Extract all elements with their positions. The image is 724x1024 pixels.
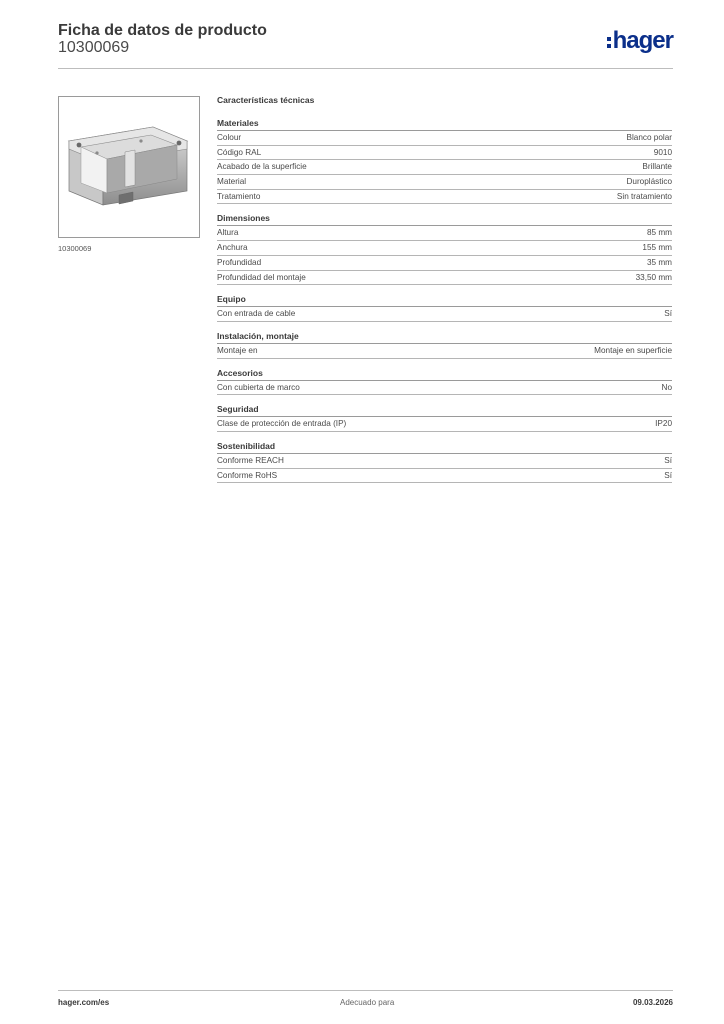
spec-row <box>217 417 672 432</box>
section-title: Instalación, montaje <box>217 331 672 344</box>
spec-label: Clase de protección de entrada (IP) <box>217 419 347 429</box>
section-seguridad <box>217 404 672 432</box>
surface-mount-double-frame-image <box>59 97 199 237</box>
spec-row <box>217 469 672 484</box>
footer-divider <box>58 990 673 991</box>
spec-value: Sí <box>664 455 672 465</box>
hager-logo <box>607 26 673 56</box>
spec-value: 33,50 mm <box>635 272 672 282</box>
header-divider <box>58 68 673 69</box>
spec-label: Montaje en <box>217 345 258 355</box>
spec-value: Brillante <box>642 162 672 172</box>
spec-value: IP20 <box>655 419 672 429</box>
section-title: Dimensiones <box>217 213 672 226</box>
spec-row <box>217 226 672 241</box>
product-code: 10300069 <box>58 39 130 56</box>
section-sostenibilidad <box>217 441 672 483</box>
logo-text: hager <box>612 27 673 54</box>
footer-date: 09.03.2026 <box>632 998 673 1007</box>
spec-row <box>217 256 672 271</box>
section-equipo <box>217 294 672 322</box>
spec-row <box>217 241 672 256</box>
spec-label: Anchura <box>217 243 248 253</box>
technical-specs <box>217 95 672 492</box>
spec-label: Con entrada de cable <box>217 309 296 319</box>
specs-title: Características técnicas <box>217 95 315 105</box>
spec-label: Conforme REACH <box>217 455 284 465</box>
spec-label: Tratamiento <box>217 191 261 201</box>
page-footer <box>58 998 673 1010</box>
spec-label: Acabado de la superficie <box>217 162 307 172</box>
spec-label: Material <box>217 177 247 187</box>
section-title: Seguridad <box>217 404 672 417</box>
product-image <box>58 96 200 238</box>
spec-label: Profundidad <box>217 257 262 267</box>
spec-row <box>217 175 672 190</box>
spec-value: Duroplástico <box>626 177 672 187</box>
section-dimensiones <box>217 213 672 285</box>
section-materiales <box>217 118 672 204</box>
spec-value: 155 mm <box>642 243 672 253</box>
image-caption: 10300069 <box>58 244 92 253</box>
spec-value: 35 mm <box>646 257 672 267</box>
spec-value: Sí <box>664 309 672 319</box>
footer-website-link[interactable]: hager.com/es <box>58 998 110 1007</box>
page-header <box>58 20 673 68</box>
spec-value: Sí <box>664 470 672 480</box>
logo-dots-icon <box>607 37 611 48</box>
spec-value: 9010 <box>653 147 672 157</box>
spec-row <box>217 146 672 161</box>
spec-value: Blanco polar <box>626 133 672 142</box>
spec-value: Montaje en superficie <box>594 345 672 355</box>
spec-row <box>217 160 672 175</box>
spec-label: Altura <box>217 228 239 238</box>
section-accesorios <box>217 368 672 396</box>
spec-label: Colour <box>217 133 242 142</box>
spec-value: No <box>661 382 672 392</box>
spec-row <box>217 344 672 359</box>
section-title: Materiales <box>217 118 672 131</box>
section-title: Equipo <box>217 294 672 307</box>
spec-value: 85 mm <box>646 228 672 238</box>
spec-label: Profundidad del montaje <box>217 272 306 282</box>
document-title: Ficha de datos de producto <box>58 22 267 39</box>
spec-label: Conforme RoHS <box>217 470 278 480</box>
footer-suitability: Adecuado para <box>340 998 395 1007</box>
section-instalacion <box>217 331 672 359</box>
spec-row <box>217 131 672 146</box>
spec-row <box>217 271 672 286</box>
section-title: Accesorios <box>217 368 672 381</box>
spec-label: Con cubierta de marco <box>217 382 300 392</box>
section-title: Sostenibilidad <box>217 441 672 454</box>
spec-row <box>217 307 672 322</box>
spec-row <box>217 381 672 396</box>
spec-value: Sin tratamiento <box>616 191 672 201</box>
spec-label: Código RAL <box>217 147 262 157</box>
spec-row <box>217 454 672 469</box>
spec-row <box>217 190 672 205</box>
